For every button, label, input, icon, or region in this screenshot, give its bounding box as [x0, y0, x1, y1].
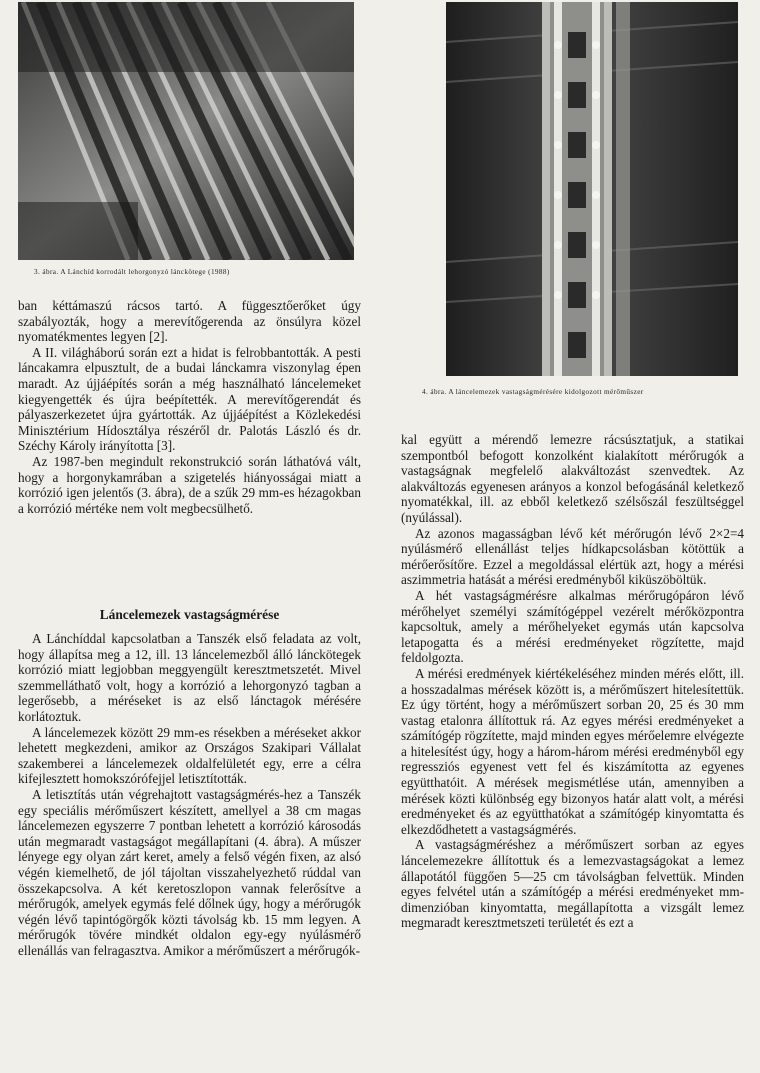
- paragraph: Az azonos magasságban lévő két mérőrugón lévő 2×2=4 nyúlásmérő ellenállást teljes hídkapcsolásban kötöttük a mérőerősítőre. Ezzel a megoldással elértük azt, hogy a mérési aszimmetria hatását a mérési eredményből kiküszöböltük.: [401, 525, 744, 588]
- right-text-column: [401, 432, 744, 931]
- left-text-column-lower: [18, 631, 361, 958]
- corroded-chain-cluster-photo-icon: [18, 2, 354, 260]
- paragraph: kal együtt a mérendő lemezre rácsúsztatjuk, a statikai szempontból befogott konzolként kialakított mérőrugók a vastagságnak megfelelő alakváltozást szenvedtek. Az alakváltozás egyenesen arányos a konzol befogásánál keletkező nyomatékkal, ill. az ebből keletkező szélsőszál feszültséggel (nyúlással).: [401, 432, 744, 525]
- figure-3-caption: 3. ábra. A Lánchíd korrodált lehorgonyzó lánckötege (1988): [34, 268, 230, 276]
- paragraph: A Lánchíddal kapcsolatban a Tanszék első feladata az volt, hogy állapítsa meg a 12, ill. 13 láncelemezből álló lánckötegek korrózió miatt legjobban meggyengült keresztmetszetét. Mivel szemmelláthatő volt, hogy a korrózió a lehorgonyzó tagban a legerősebb, a méréseket is az első lánctagok mérésére korlátoztuk.: [18, 631, 361, 724]
- paragraph: ban kéttámaszú rácsos tartó. A függesztőerőket úgy szabályozták, hogy a merevítőgerenda az önsúlyra közel nyomatékmentes legyen [2].: [18, 298, 361, 345]
- paragraph: A II. világháború során ezt a hidat is felrobbantották. A pesti láncakamra elpusztult, de a budai lánckamra viszonylag épen maradt. Az újjáépítés során a még használható láncelemeket kiegyengették és újra beépítették. A merevítőgerendát és pályaszerkezetet újra gyártották. Az újjáépítést a Közlekedési Minisztérium Hídosztálya részéről dr. Palotás László és dr. Széchy Károly irányította [3].: [18, 344, 361, 454]
- figure-4-photo: [446, 2, 738, 376]
- figure-4-caption: 4. ábra. A láncelemezek vastagságmérésére kidolgozott mérőműszer: [422, 388, 644, 396]
- figure-3-photo: [18, 2, 354, 260]
- paragraph: A láncelemezek között 29 mm-es résekben a méréseket akkor lehetett megkezdeni, amikor az Országos Szakipari Vállalat szakemberei a láncelemezek oldalfelületét egy, erre a célra kifejlesztett homokszórófejjel letisztították.: [18, 724, 361, 787]
- paragraph: A letisztítás után végrehajtott vastagságmérés-hez a Tanszék egy speciális mérőműszert készített, amellyel a 38 cm magas láncelemezen egyszerre 7 pontban lehetett a korrózió károsodás után megmaradt vastagságot megállapítani (4. ábra). A műszer lényege egy olyan zárt keret, amely a felső végén fixen, az alsó végén kiemelhető, de jól tájoltan visszahelyezhető rúddal van összekapcsolva. A két keretoszlopon vannak felerősítve a mérőrugók, amelyek egymás felé dőlnek úgy, hogy a mérőrugók végén lévő tapintógörgők közti távolság kb. 15 mm legyen. A mérőrugók tövére mindkét oldalon egy-egy nyúlásmérő ellenállás van felragasztva. Amikor a mérőműszert a mérőrugók-: [18, 786, 361, 958]
- section-heading: Láncelemezek vastagságmérése: [99, 607, 280, 622]
- paragraph: Az 1987-ben megindult rekonstrukció során láthatóvá vált, hogy a horgonykamrában a szigetelés hiányosságai miatt a korrózió igen jelentős (3. ábra), de a szűk 29 mm-es hézagokban a korrózió mértéke nem volt megbecsülhető.: [18, 453, 361, 516]
- paragraph: A mérési eredmények kiértékeléséhez minden mérés előtt, ill. a hosszadalmas mérések között is, a mérőműszert hitelesítettük. Ez úgy történt, hogy a mérőműszert sorban 20, 25 és 30 mm vastag etalonra állítottuk rá. Az egyes mérési eredményeket a számítógép rögzítette, majd minden egyes mérőelemre elvégezte a hitelesítést úgy, hogy a három-három mérési eredményből egy regressziós egyenest vett fel és kiszámította az egyenes együtthatóit. A mérések megismétlése után, amennyiben a mérések közti különbség egy bizonyos határ alatt volt, a mérési eredményeket és az együtthatókat a számítógép kinyomtatta és elkezdődhetett a vastagságmérés.: [401, 665, 744, 837]
- paragraph: A hét vastagságmérésre alkalmas mérőrugópáron lévő mérőhelyet személyi számítógéppel vezérelt mérőközpontra kapcsoltuk, amely a mérőhelyeket egymás után kapcsolva letapogatta és a mérési eredményeket rögzítette, majd feldolgozta.: [401, 587, 744, 666]
- paragraph: A vastagságméréshez a mérőműszert sorban az egyes láncelemezekre állítottuk és a lemezvastagságokat a lemez állapotától függően 5—25 cm távolságban felvettük. Minden egyes felvétel után a számítógép a mérési eredményeket mm-dimenzióban kinyomtatta, megállapította a vizsgált lemez megmaradt keresztmetszeti területét és ezt a: [401, 837, 744, 931]
- measuring-instrument-photo-icon: [446, 2, 738, 376]
- left-text-column: [18, 298, 361, 516]
